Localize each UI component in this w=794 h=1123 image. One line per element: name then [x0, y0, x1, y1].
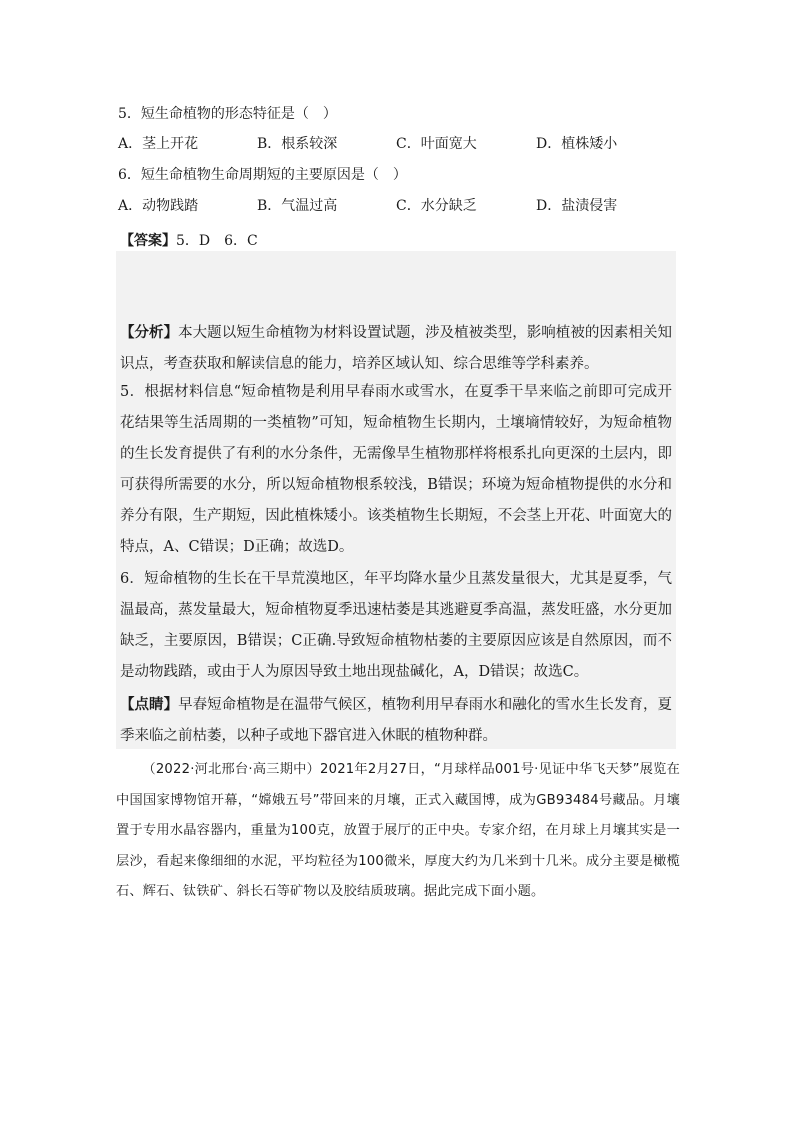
analysis-tag: 【分析】 — [120, 324, 179, 341]
question-5-option-d: D．植株矮小 — [536, 136, 618, 152]
answer-tag: 【答案】 — [120, 233, 176, 249]
question-5-stem: 5．短生命植物的形态特征是（ ） — [118, 106, 337, 122]
question-6-option-b: B．气温过高 — [257, 198, 338, 214]
answer-text: 5．D 6．C — [176, 233, 258, 249]
question-5-option-c: C．叶面宽大 — [396, 136, 477, 152]
explanation-5: 5．根据材料信息“短命植物是利用早春雨水或雪水，在夏季干旱来临之前即可完成开花结果等生活周期的一类植物”可知，短命植物生长期内，土壤墒情较好，为短命植物的生长发育提供了有利的水分条件，无需像旱生植物那样将根系扎向更深的土层内，即可获得所需要的水分，所以短命植物根系较浅，B错误；环境为短命植物提供的水分和养分有限，生产期短，因此植株矮小。该类植物生长期短，不会茎上开花、叶面宽大的特点，A、C错误；D正确；故选D。 — [120, 384, 672, 555]
question-6-option-d: D．盐渍侵害 — [536, 198, 618, 214]
question-6-stem: 6．短生命植物生命周期短的主要原因是（ ） — [118, 167, 407, 183]
source-material-paragraph: （2022·河北邢台·高三期中）2021年2月27日，“月球样品001号·见证中华飞天梦”展览在中国国家博物馆开幕，“嫦娥五号”带回来的月壤，正式入藏国博，成为GB93484号藏品。月壤置于专用水晶容器内，重量为100克，放置于展厅的正中央。专家介绍，在月球上月壤其实是一层沙，看起来像细细的水泥，平均粒径为100微米，厚度大约为几米到十几米。成分主要是橄榄石、辉石、钛铁矿、斜长石等矿物以及胶结质玻璃。据此完成下面小题。 — [116, 762, 680, 899]
question-5-option-a: A．茎上开花 — [118, 136, 199, 152]
explanation-6: 6．短命植物的生长在干旱荒漠地区，年平均降水量少且蒸发量很大，尤其是夏季，气温最高，蒸发量最大，短命植物夏季迅速枯萎是其逃避夏季高温，蒸发旺盛，水分更加缺乏，主要原因，B错误；C正确.导致短命植物枯萎的主要原因应该是自然原因，而不是动物践踏，或由于人为原因导致土地出现盐碱化，A，D错误；故选C。 — [120, 571, 672, 680]
answer-line — [120, 231, 258, 251]
comment-tag: 【点睛】 — [120, 696, 179, 713]
question-5-option-b: B．根系较深 — [257, 136, 338, 152]
analysis-paragraph — [120, 317, 672, 380]
comment-paragraph — [120, 689, 672, 752]
question-6-option-c: C．水分缺乏 — [396, 198, 477, 214]
question-6-option-a: A．动物践踏 — [118, 198, 199, 214]
comment-text: 早春短命植物是在温带气候区，植物利用早春雨水和融化的雪水生长发育，夏季来临之前枯萎，以种子或地下器官进入休眠的植物种群。 — [120, 697, 672, 744]
analysis-text: 本大题以短生命植物为材料设置试题，涉及植被类型，影响植被的因素相关知识点，考查获取和解读信息的能力，培养区域认知、综合思维等学科素养。 — [120, 325, 672, 372]
